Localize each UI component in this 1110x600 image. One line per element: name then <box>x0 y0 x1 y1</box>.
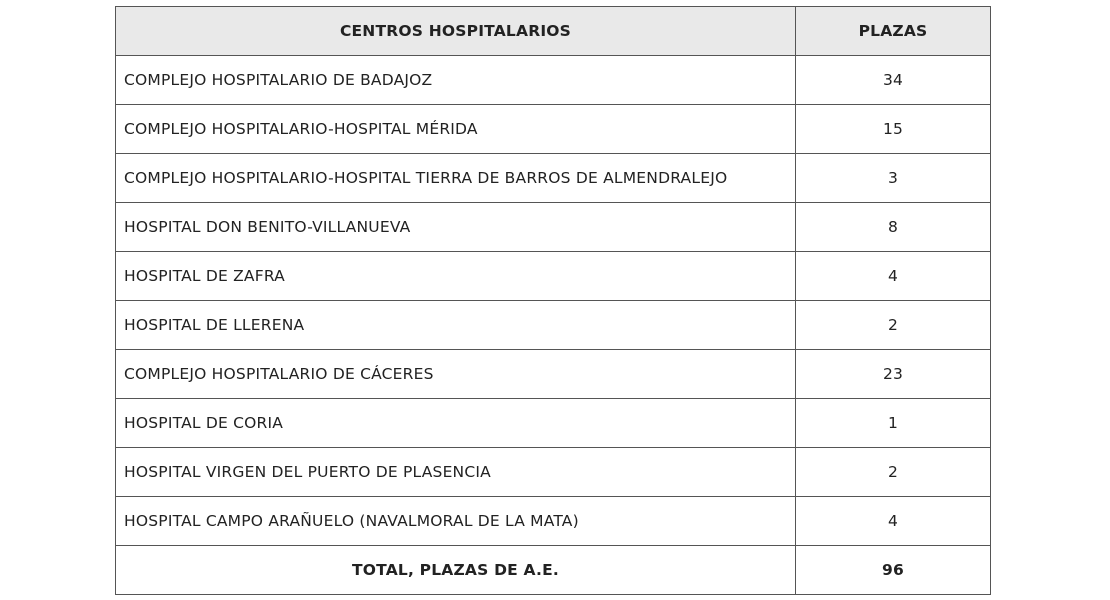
row-plazas-value: 34 <box>796 56 991 105</box>
row-plazas-value: 23 <box>796 350 991 399</box>
table-footer <box>116 546 991 595</box>
table-row <box>116 105 991 154</box>
table-row <box>116 154 991 203</box>
row-hospital-name: HOSPITAL DE LLERENA <box>116 301 796 350</box>
row-hospital-name: COMPLEJO HOSPITALARIO-HOSPITAL MÉRIDA <box>116 105 796 154</box>
row-hospital-name: HOSPITAL DE CORIA <box>116 399 796 448</box>
table-header <box>116 7 991 56</box>
row-hospital-name: HOSPITAL DON BENITO-VILLANUEVA <box>116 203 796 252</box>
header-row <box>116 7 991 56</box>
row-plazas-value: 2 <box>796 301 991 350</box>
total-value: 96 <box>796 546 991 595</box>
table-row <box>116 252 991 301</box>
table-row <box>116 56 991 105</box>
table-body <box>116 56 991 546</box>
row-plazas-value: 4 <box>796 252 991 301</box>
table-row <box>116 350 991 399</box>
row-hospital-name: HOSPITAL VIRGEN DEL PUERTO DE PLASENCIA <box>116 448 796 497</box>
total-label: TOTAL, PLAZAS DE A.E. <box>116 546 796 595</box>
total-row <box>116 546 991 595</box>
row-hospital-name: COMPLEJO HOSPITALARIO DE BADAJOZ <box>116 56 796 105</box>
table-row <box>116 497 991 546</box>
table-row <box>116 448 991 497</box>
row-plazas-value: 2 <box>796 448 991 497</box>
row-plazas-value: 15 <box>796 105 991 154</box>
header-plazas: PLAZAS <box>796 7 991 56</box>
row-hospital-name: COMPLEJO HOSPITALARIO DE CÁCERES <box>116 350 796 399</box>
row-plazas-value: 3 <box>796 154 991 203</box>
table-row <box>116 203 991 252</box>
hospital-plazas-table <box>115 6 991 595</box>
row-plazas-value: 4 <box>796 497 991 546</box>
row-hospital-name: HOSPITAL CAMPO ARAÑUELO (NAVALMORAL DE LA MATA) <box>116 497 796 546</box>
table-row <box>116 301 991 350</box>
header-centros-hospitalarios: CENTROS HOSPITALARIOS <box>116 7 796 56</box>
table-row <box>116 399 991 448</box>
row-plazas-value: 8 <box>796 203 991 252</box>
row-hospital-name: COMPLEJO HOSPITALARIO-HOSPITAL TIERRA DE BARROS DE ALMENDRALEJO <box>116 154 796 203</box>
row-plazas-value: 1 <box>796 399 991 448</box>
row-hospital-name: HOSPITAL DE ZAFRA <box>116 252 796 301</box>
